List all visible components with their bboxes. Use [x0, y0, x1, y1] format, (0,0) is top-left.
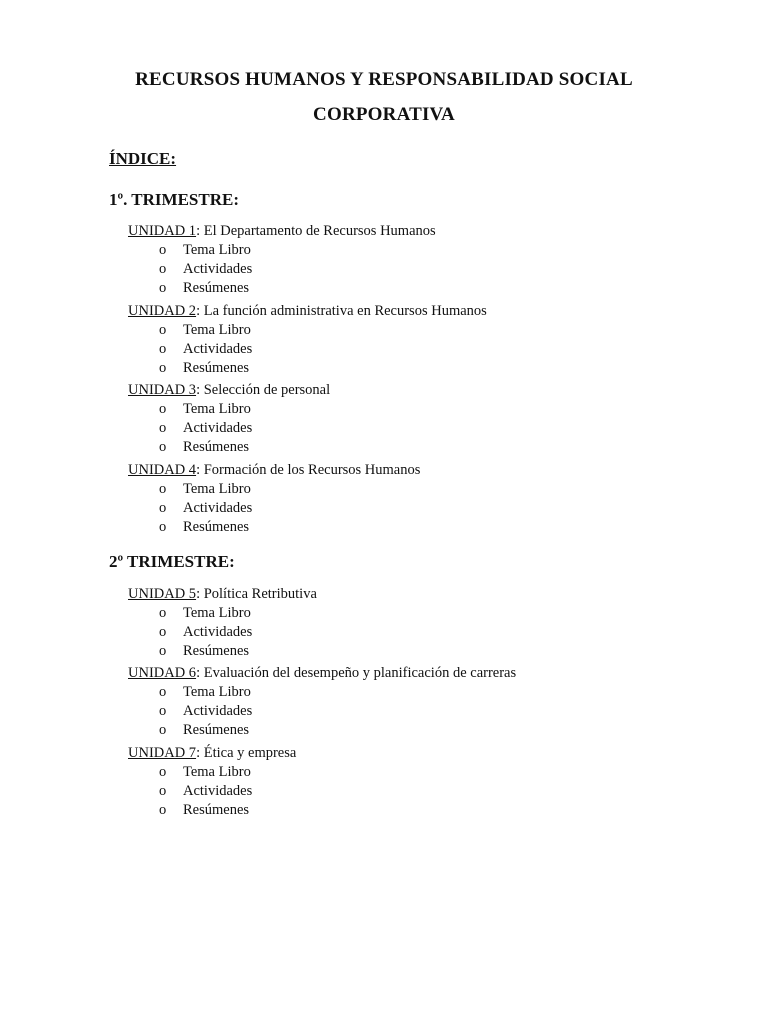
- unit-label: UNIDAD 4: [128, 462, 197, 478]
- unit-separator: :: [196, 745, 204, 761]
- bullet-o-icon: o: [159, 242, 167, 258]
- unit-block: [128, 222, 728, 298]
- sub-item-label: Actividades: [183, 703, 253, 719]
- unit-title: Formación de los Recursos Humanos: [203, 462, 421, 478]
- sub-item-label: Tema Libro: [183, 401, 251, 417]
- unit-title-line: [128, 381, 728, 400]
- unit-title-line: [128, 222, 728, 241]
- sub-item-label: Actividades: [183, 783, 253, 799]
- unit-sub-item: [128, 801, 728, 820]
- unit-sub-item: [128, 260, 728, 279]
- unit-sub-item: [128, 400, 728, 419]
- unit-sub-item: [128, 499, 728, 518]
- bullet-o-icon: o: [159, 605, 167, 621]
- unit-sub-item: [128, 279, 728, 298]
- unit-label: UNIDAD 2: [128, 303, 197, 319]
- bullet-o-icon: o: [159, 280, 167, 296]
- unit-sub-item: [128, 683, 728, 702]
- unit-separator: :: [196, 462, 204, 478]
- unit-sub-item: [128, 321, 728, 340]
- bullet-o-icon: o: [159, 722, 167, 738]
- unit-separator: :: [196, 223, 204, 239]
- unit-separator: :: [196, 586, 204, 602]
- bullet-o-icon: o: [159, 519, 167, 535]
- unit-label: UNIDAD 6: [128, 665, 197, 681]
- unit-block: [128, 585, 728, 661]
- bullet-o-icon: o: [159, 420, 167, 436]
- bullet-o-icon: o: [159, 764, 167, 780]
- unit-title: La función administrativa en Recursos Humanos: [203, 303, 487, 319]
- index-heading: ÍNDICE:: [109, 149, 177, 168]
- unit-title: El Departamento de Recursos Humanos: [203, 223, 436, 239]
- unit-sub-item: [128, 623, 728, 642]
- bullet-o-icon: o: [159, 439, 167, 455]
- unit-block: [128, 461, 728, 537]
- unit-block: [128, 744, 728, 820]
- bullet-o-icon: o: [159, 643, 167, 659]
- unit-title-line: [128, 585, 728, 604]
- bullet-o-icon: o: [159, 703, 167, 719]
- sub-item-label: Actividades: [183, 261, 253, 277]
- sub-item-label: Actividades: [183, 341, 253, 357]
- unit-sub-item: [128, 241, 728, 260]
- unit-sub-item: [128, 702, 728, 721]
- document-title-line-2: CORPORATIVA: [313, 104, 455, 125]
- sub-item-label: Tema Libro: [183, 322, 251, 338]
- sub-item-label: Tema Libro: [183, 242, 251, 258]
- unit-separator: :: [196, 665, 204, 681]
- bullet-o-icon: o: [159, 500, 167, 516]
- unit-sub-item: [128, 782, 728, 801]
- unit-label: UNIDAD 7: [128, 745, 197, 761]
- unit-title: Evaluación del desempeño y planificación de carreras: [203, 665, 517, 681]
- sub-item-label: Resúmenes: [183, 643, 250, 659]
- sub-item-label: Actividades: [183, 500, 253, 516]
- bullet-o-icon: o: [159, 360, 167, 376]
- unit-block: [128, 381, 728, 457]
- trimester-1-heading: 1º. TRIMESTRE:: [109, 190, 239, 209]
- sub-item-label: Resúmenes: [183, 519, 250, 535]
- unit-title: Selección de personal: [203, 382, 331, 398]
- bullet-o-icon: o: [159, 802, 167, 818]
- unit-sub-item: [128, 518, 728, 537]
- sub-item-label: Actividades: [183, 624, 253, 640]
- unit-title: Ética y empresa: [203, 745, 297, 761]
- unit-title-line: [128, 461, 728, 480]
- unit-sub-item: [128, 480, 728, 499]
- bullet-o-icon: o: [159, 322, 167, 338]
- bullet-o-icon: o: [159, 684, 167, 700]
- sub-item-label: Tema Libro: [183, 605, 251, 621]
- unit-sub-item: [128, 419, 728, 438]
- unit-sub-item: [128, 340, 728, 359]
- unit-block: [128, 664, 728, 740]
- sub-item-label: Resúmenes: [183, 280, 250, 296]
- unit-separator: :: [196, 382, 204, 398]
- unit-sub-item: [128, 642, 728, 661]
- unit-sub-item: [128, 604, 728, 623]
- unit-label: UNIDAD 1: [128, 223, 197, 239]
- trimester-2-heading: 2º TRIMESTRE:: [109, 552, 235, 571]
- sub-item-label: Actividades: [183, 420, 253, 436]
- sub-item-label: Resúmenes: [183, 722, 250, 738]
- sub-item-label: Resúmenes: [183, 360, 250, 376]
- bullet-o-icon: o: [159, 481, 167, 497]
- sub-item-label: Resúmenes: [183, 802, 250, 818]
- unit-sub-item: [128, 721, 728, 740]
- unit-block: [128, 302, 728, 378]
- unit-title: Política Retributiva: [203, 586, 317, 602]
- bullet-o-icon: o: [159, 783, 167, 799]
- bullet-o-icon: o: [159, 261, 167, 277]
- unit-label: UNIDAD 3: [128, 382, 197, 398]
- sub-item-label: Tema Libro: [183, 684, 251, 700]
- unit-sub-item: [128, 359, 728, 378]
- unit-label: UNIDAD 5: [128, 586, 197, 602]
- sub-item-label: Resúmenes: [183, 439, 250, 455]
- unit-title-line: [128, 302, 728, 321]
- sub-item-label: Tema Libro: [183, 481, 251, 497]
- unit-title-line: [128, 744, 728, 763]
- unit-title-line: [128, 664, 728, 683]
- bullet-o-icon: o: [159, 624, 167, 640]
- bullet-o-icon: o: [159, 401, 167, 417]
- unit-sub-item: [128, 763, 728, 782]
- document-title-line-1: RECURSOS HUMANOS Y RESPONSABILIDAD SOCIAL: [135, 69, 633, 90]
- sub-item-label: Tema Libro: [183, 764, 251, 780]
- bullet-o-icon: o: [159, 341, 167, 357]
- unit-separator: :: [196, 303, 204, 319]
- unit-sub-item: [128, 438, 728, 457]
